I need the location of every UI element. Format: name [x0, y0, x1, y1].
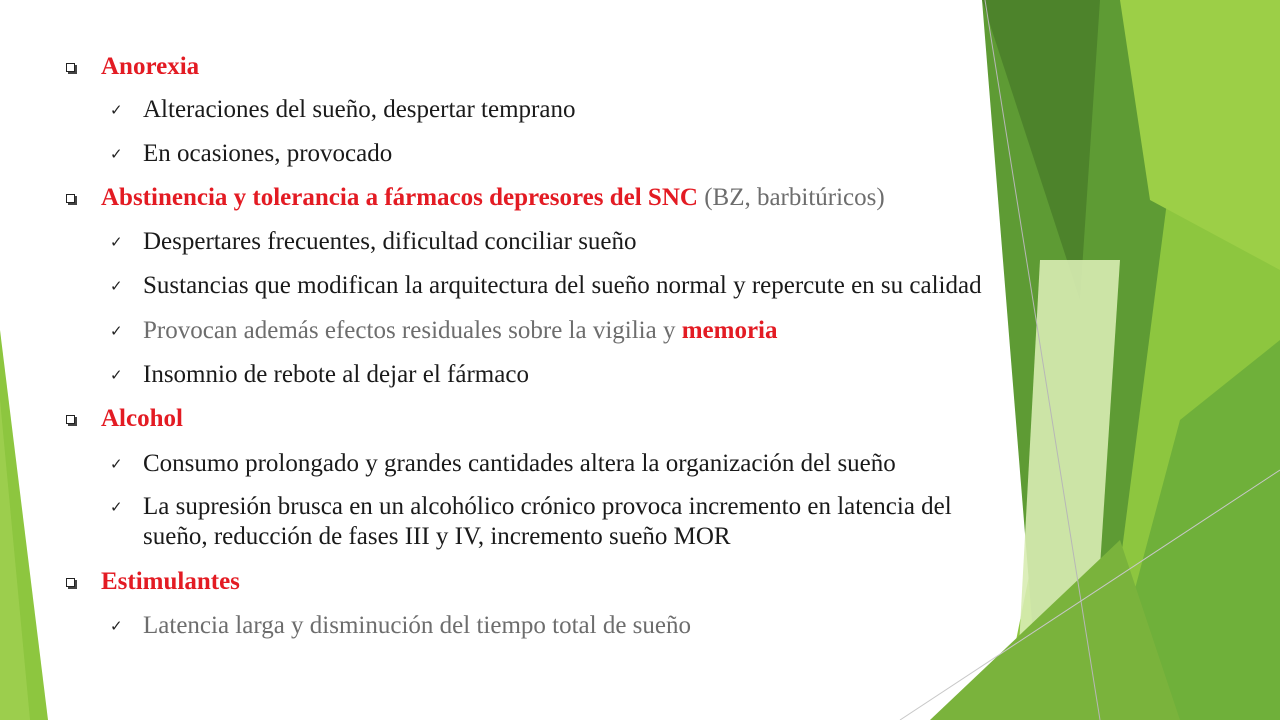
heading-suffix: (BZ, barbitúricos)	[697, 184, 885, 211]
checkmark-icon: ✓	[110, 101, 123, 119]
checkmark-icon: ✓	[110, 617, 123, 635]
checkbox-bullet-icon	[66, 578, 75, 587]
heading-text: Abstinencia y tolerancia a fármacos depresores del SNC	[101, 184, 698, 211]
checkmark-icon: ✓	[110, 277, 123, 295]
checkmark-icon: ✓	[110, 145, 123, 163]
heading-text: Anorexia	[101, 53, 200, 80]
heading-text: Estimulantes	[101, 568, 240, 595]
checkbox-bullet-icon	[66, 194, 75, 203]
bullet-text: Latencia larga y disminución del tiempo total de sueño	[143, 612, 691, 639]
checkmark-icon: ✓	[110, 498, 123, 516]
highlight-text: memoria	[681, 317, 778, 344]
bullet-text: Sustancias que modifican la arquitectura del sueño normal y repercute en su calidad	[143, 272, 982, 299]
bullet-text: La supresión brusca en un alcohólico crónico provoca incremento en latencia del	[143, 493, 952, 520]
bullet-text-continuation: sueño, reducción de fases III y IV, incremento sueño MOR	[143, 523, 731, 550]
bullet-text: Despertares frecuentes, dificultad conciliar sueño	[143, 228, 637, 255]
checkmark-icon: ✓	[110, 322, 123, 340]
bullet-text: Provocan además efectos residuales sobre la vigilia y	[143, 317, 682, 344]
bullet-text: Insomnio de rebote al dejar el fármaco	[143, 361, 529, 388]
heading-text: Alcohol	[101, 405, 183, 432]
bullet-text: En ocasiones, provocado	[143, 140, 393, 167]
bullet-text: Consumo prolongado y grandes cantidades altera la organización del sueño	[143, 450, 896, 477]
checkmark-icon: ✓	[110, 366, 123, 384]
checkmark-icon: ✓	[110, 455, 123, 473]
checkbox-bullet-icon	[66, 63, 75, 72]
bullet-text: Alteraciones del sueño, despertar temprano	[143, 96, 576, 123]
checkbox-bullet-icon	[66, 415, 75, 424]
checkmark-icon: ✓	[110, 233, 123, 251]
